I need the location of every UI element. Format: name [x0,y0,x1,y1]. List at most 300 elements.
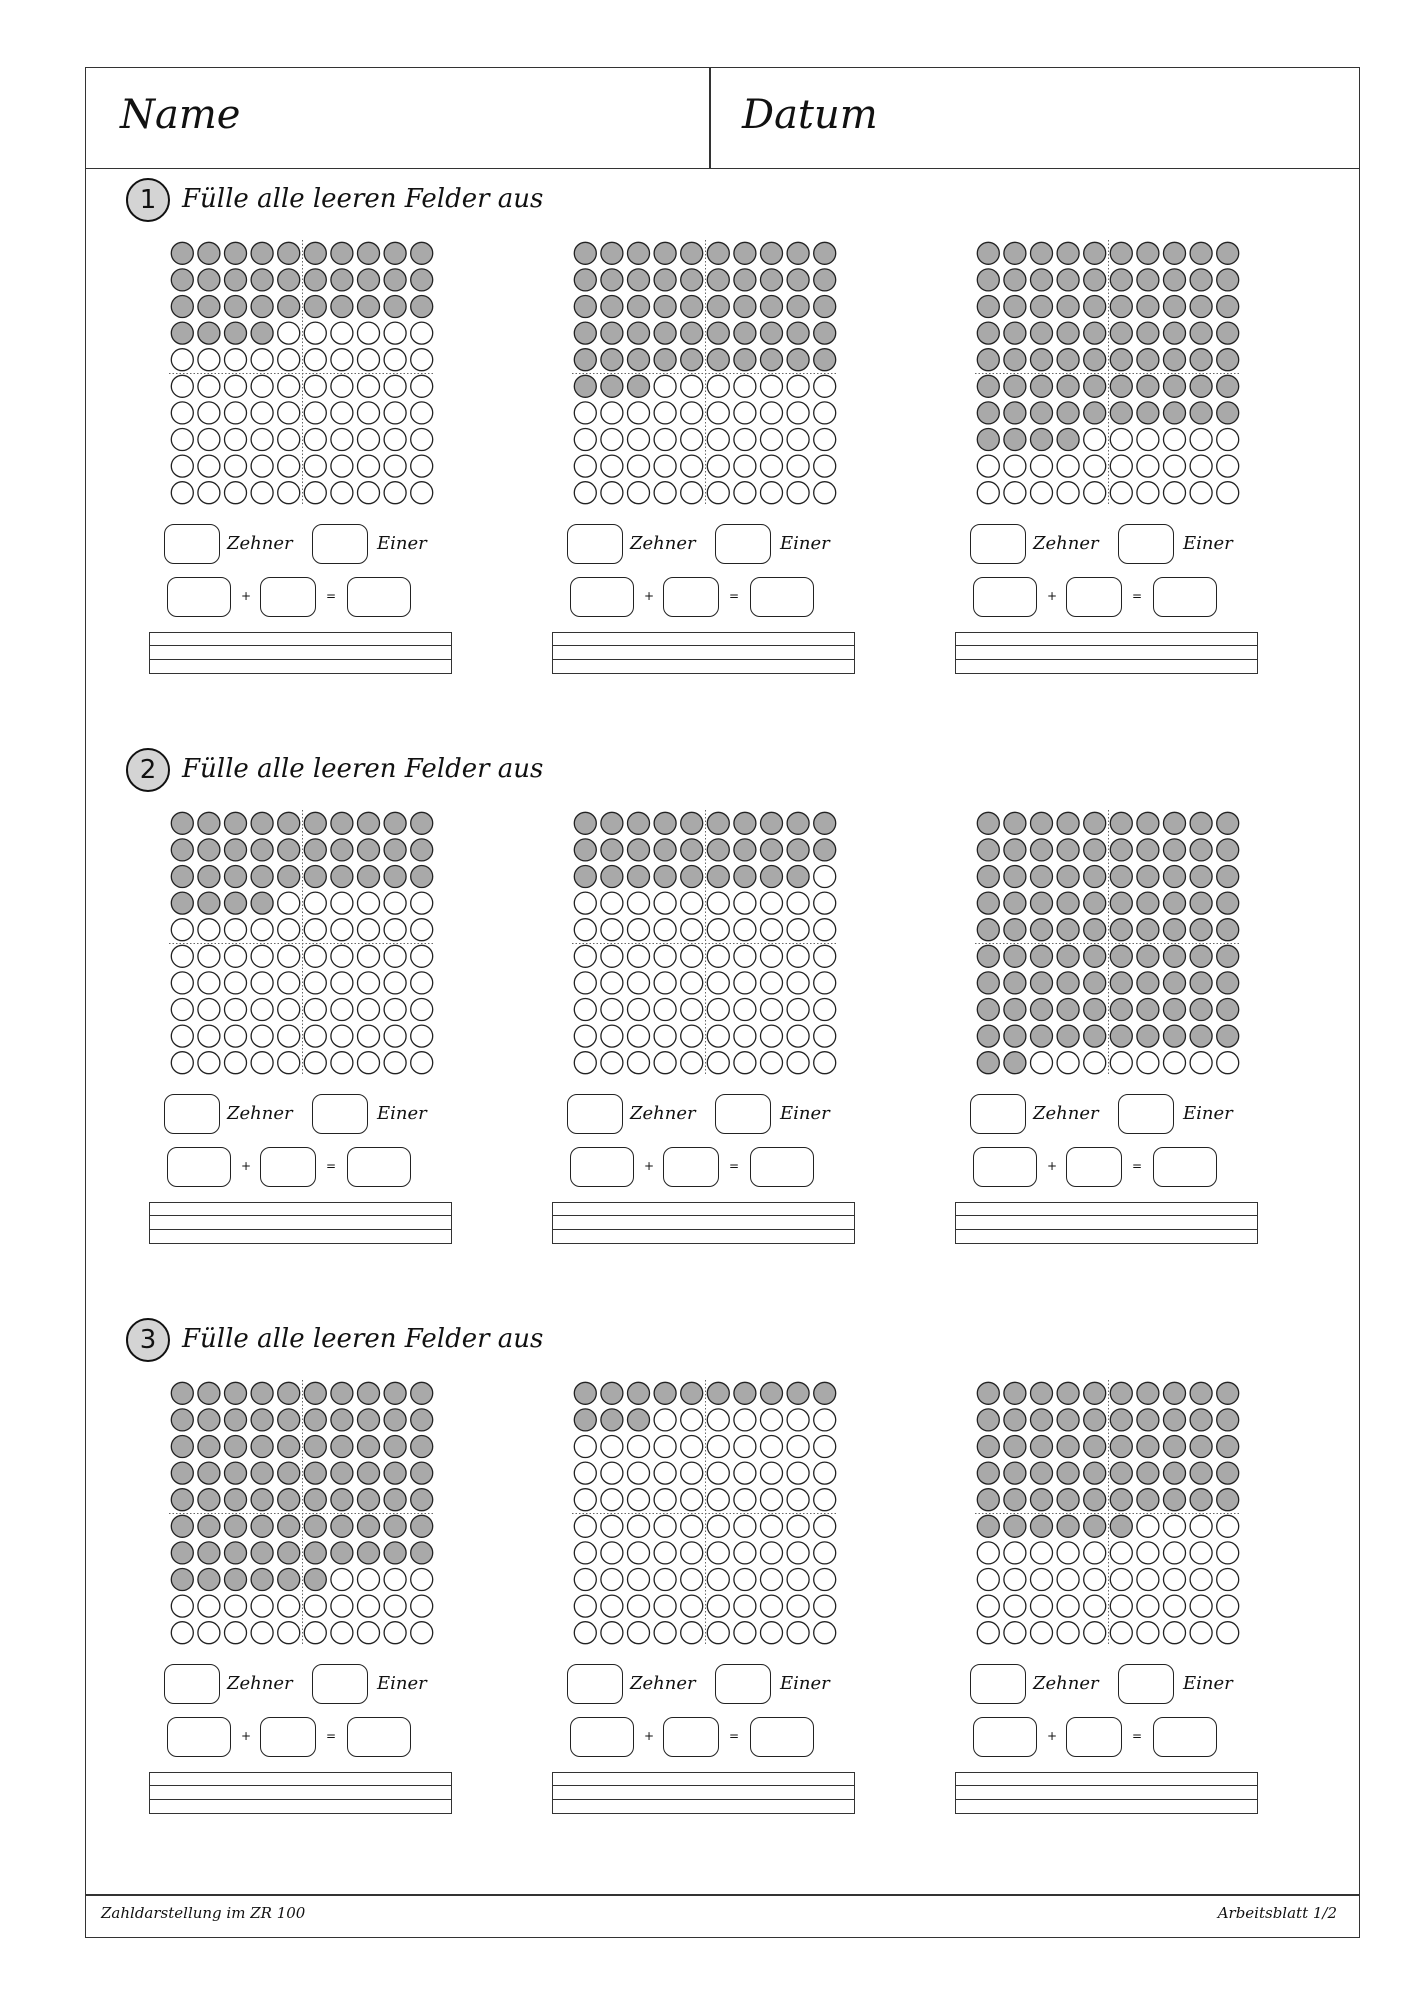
empty-dot [681,919,703,941]
filled-dot [977,1462,999,1484]
empty-dot [358,919,380,941]
empty-dot [384,402,406,424]
filled-dot [734,866,756,888]
empty-dot [1217,1595,1239,1617]
empty-dot [574,972,596,994]
writing-line [553,1215,854,1216]
filled-dot [1190,812,1212,834]
ones-value-box[interactable] [1066,1717,1122,1757]
filled-dot [681,269,703,291]
tens-label: Zehner [630,533,696,554]
writing-lines[interactable] [149,1202,452,1244]
filled-dot [171,1462,193,1484]
empty-dot [761,455,783,477]
empty-dot [681,375,703,397]
filled-dot [225,839,247,861]
empty-dot [198,919,220,941]
empty-dot [601,972,623,994]
empty-dot [761,1542,783,1564]
empty-dot [628,1436,650,1458]
plus-sign: + [644,1729,655,1743]
tens-label: Zehner [630,1103,696,1124]
filled-dot [574,296,596,318]
filled-dot [251,892,273,914]
tens-answer-box[interactable] [164,1094,220,1134]
filled-dot [734,296,756,318]
empty-dot [707,1025,729,1047]
filled-dot [1217,866,1239,888]
plus-sign: + [1047,1159,1058,1173]
filled-dot [225,296,247,318]
filled-dot [681,242,703,264]
filled-dot [384,1462,406,1484]
filled-dot [1004,322,1026,344]
empty-dot [814,1052,836,1074]
sum-box[interactable] [1153,1147,1217,1187]
empty-dot [681,1569,703,1591]
ones-answer-box[interactable] [1118,524,1174,564]
tens-answer-box[interactable] [567,1664,623,1704]
empty-dot [384,482,406,504]
empty-dot [1137,1515,1159,1537]
empty-dot [707,1462,729,1484]
sum-box[interactable] [750,577,814,617]
empty-dot [251,919,273,941]
filled-dot [977,839,999,861]
ones-value-box[interactable] [1066,1147,1122,1187]
footer-sheet-number: Arbeitsblatt 1/2 [1217,1904,1337,1922]
empty-dot [654,892,676,914]
empty-dot [1057,1052,1079,1074]
filled-dot [977,1409,999,1431]
empty-dot [331,945,353,967]
plus-sign: + [1047,589,1058,603]
ones-value-box[interactable] [663,577,719,617]
empty-dot [787,1595,809,1617]
empty-dot [384,455,406,477]
empty-dot [814,429,836,451]
tens-value-box[interactable] [570,577,634,617]
empty-dot [681,1052,703,1074]
tens-answer-box[interactable] [567,1094,623,1134]
filled-dot [1057,999,1079,1021]
filled-dot [278,1436,300,1458]
filled-dot [814,322,836,344]
empty-dot [654,402,676,424]
ones-answer-box[interactable] [312,1664,368,1704]
empty-dot [1031,455,1053,477]
empty-dot [787,919,809,941]
writing-lines[interactable] [552,1202,855,1244]
tens-answer-box[interactable] [970,1664,1026,1704]
hundred-dot-field [169,240,445,516]
filled-dot [681,349,703,371]
ones-answer-box[interactable] [1118,1094,1174,1134]
filled-dot [171,242,193,264]
empty-dot [1217,1542,1239,1564]
filled-dot [1217,322,1239,344]
empty-dot [384,1622,406,1644]
empty-dot [304,375,326,397]
writing-lines[interactable] [955,1772,1258,1814]
filled-dot [251,242,273,264]
empty-dot [225,1052,247,1074]
filled-dot [1031,242,1053,264]
empty-dot [1217,455,1239,477]
filled-dot [1110,839,1132,861]
filled-dot [1190,1382,1212,1404]
filled-dot [1190,1462,1212,1484]
filled-dot [1190,892,1212,914]
empty-dot [384,349,406,371]
filled-dot [977,269,999,291]
empty-dot [198,1025,220,1047]
empty-dot [251,429,273,451]
empty-dot [654,1052,676,1074]
empty-dot [814,1409,836,1431]
sum-box[interactable] [347,577,411,617]
ones-value-box[interactable] [663,1147,719,1187]
filled-dot [198,1462,220,1484]
empty-dot [278,972,300,994]
filled-dot [1084,375,1106,397]
empty-dot [681,1595,703,1617]
plus-sign: + [241,1729,252,1743]
filled-dot [304,839,326,861]
empty-dot [654,482,676,504]
empty-dot [814,1542,836,1564]
filled-dot [1057,296,1079,318]
filled-dot [628,242,650,264]
filled-dot [1057,919,1079,941]
ones-value-box[interactable] [260,1147,316,1187]
filled-dot [278,296,300,318]
empty-dot [1057,1622,1079,1644]
filled-dot [1084,402,1106,424]
filled-dot [171,1489,193,1511]
empty-dot [384,972,406,994]
empty-dot [628,1515,650,1537]
filled-dot [707,839,729,861]
filled-dot [1031,919,1053,941]
sum-box[interactable] [347,1147,411,1187]
filled-dot [1110,866,1132,888]
filled-dot [198,1382,220,1404]
tens-value-box[interactable] [570,1717,634,1757]
filled-dot [1190,839,1212,861]
ones-label: Einer [377,533,427,554]
filled-dot [761,1382,783,1404]
empty-dot [278,322,300,344]
filled-dot [171,1436,193,1458]
empty-dot [628,972,650,994]
filled-dot [977,296,999,318]
writing-lines[interactable] [149,632,452,674]
filled-dot [1004,892,1026,914]
ones-answer-box[interactable] [715,1664,771,1704]
empty-dot [1084,1622,1106,1644]
ones-value-box[interactable] [260,1717,316,1757]
ones-value-box[interactable] [663,1717,719,1757]
empty-dot [331,972,353,994]
tens-value-box[interactable] [973,577,1037,617]
empty-dot [1084,1569,1106,1591]
empty-dot [761,375,783,397]
ones-answer-box[interactable] [312,524,368,564]
filled-dot [681,839,703,861]
ones-value-box[interactable] [1066,577,1122,617]
tens-value-box[interactable] [973,1717,1037,1757]
filled-dot [1217,269,1239,291]
ones-answer-box[interactable] [715,524,771,564]
filled-dot [601,349,623,371]
plus-sign: + [644,589,655,603]
empty-dot [814,482,836,504]
filled-dot [1190,269,1212,291]
filled-dot [225,1382,247,1404]
empty-dot [304,482,326,504]
empty-dot [358,1595,380,1617]
filled-dot [358,1462,380,1484]
writing-lines[interactable] [552,632,855,674]
empty-dot [278,349,300,371]
empty-dot [278,1025,300,1047]
filled-dot [411,296,433,318]
filled-dot [225,1515,247,1537]
filled-dot [1004,1436,1026,1458]
tens-value-box[interactable] [973,1147,1037,1187]
empty-dot [411,999,433,1021]
filled-dot [1084,296,1106,318]
empty-dot [707,1052,729,1074]
tens-answer-box[interactable] [164,1664,220,1704]
filled-dot [384,812,406,834]
empty-dot [1190,1595,1212,1617]
filled-dot [1190,1409,1212,1431]
exercise-number: 2 [126,748,170,792]
sum-box[interactable] [750,1717,814,1757]
filled-dot [1004,242,1026,264]
empty-dot [707,972,729,994]
filled-dot [1110,1382,1132,1404]
filled-dot [1137,322,1159,344]
ones-value-box[interactable] [260,577,316,617]
filled-dot [1217,972,1239,994]
filled-dot [225,1436,247,1458]
empty-dot [1031,482,1053,504]
filled-dot [1031,972,1053,994]
empty-dot [787,429,809,451]
empty-dot [734,1409,756,1431]
empty-dot [1084,455,1106,477]
empty-dot [198,455,220,477]
empty-dot [304,349,326,371]
filled-dot [278,1542,300,1564]
filled-dot [1164,1462,1186,1484]
empty-dot [681,1462,703,1484]
empty-dot [304,322,326,344]
empty-dot [574,1569,596,1591]
empty-dot [171,455,193,477]
sum-box[interactable] [750,1147,814,1187]
empty-dot [225,1025,247,1047]
filled-dot [1084,1382,1106,1404]
writing-line [956,1229,1257,1230]
sum-box[interactable] [347,1717,411,1757]
empty-dot [251,1025,273,1047]
empty-dot [787,1052,809,1074]
filled-dot [225,1409,247,1431]
empty-dot [707,1489,729,1511]
empty-dot [601,892,623,914]
filled-dot [734,839,756,861]
ones-answer-box[interactable] [1118,1664,1174,1704]
filled-dot [358,242,380,264]
empty-dot [574,429,596,451]
tens-label: Zehner [1033,1103,1099,1124]
tens-answer-box[interactable] [567,524,623,564]
filled-dot [601,1409,623,1431]
filled-dot [761,269,783,291]
writing-lines[interactable] [955,632,1258,674]
empty-dot [171,375,193,397]
filled-dot [1137,375,1159,397]
ones-answer-box[interactable] [312,1094,368,1134]
empty-dot [304,892,326,914]
filled-dot [707,242,729,264]
writing-line [150,659,451,660]
empty-dot [707,999,729,1021]
empty-dot [787,1622,809,1644]
empty-dot [411,349,433,371]
ones-label: Einer [780,1673,830,1694]
filled-dot [574,1409,596,1431]
empty-dot [225,999,247,1021]
empty-dot [1137,1542,1159,1564]
filled-dot [601,812,623,834]
tens-answer-box[interactable] [970,524,1026,564]
filled-dot [1164,242,1186,264]
tens-value-box[interactable] [167,1147,231,1187]
empty-dot [411,402,433,424]
filled-dot [1110,296,1132,318]
filled-dot [1031,296,1053,318]
filled-dot [654,269,676,291]
empty-dot [787,1436,809,1458]
empty-dot [707,892,729,914]
empty-dot [251,455,273,477]
tens-value-box[interactable] [167,1717,231,1757]
empty-dot [278,402,300,424]
filled-dot [707,1382,729,1404]
filled-dot [977,375,999,397]
empty-dot [574,1052,596,1074]
filled-dot [225,1542,247,1564]
exercise-2 [86,739,1359,1299]
filled-dot [1217,892,1239,914]
empty-dot [761,429,783,451]
filled-dot [1110,269,1132,291]
empty-dot [574,482,596,504]
empty-dot [304,945,326,967]
empty-dot [654,1569,676,1591]
hundred-field-task [955,1380,1275,1820]
filled-dot [601,866,623,888]
empty-dot [761,919,783,941]
filled-dot [1137,866,1159,888]
tens-answer-box[interactable] [970,1094,1026,1134]
filled-dot [1164,349,1186,371]
filled-dot [1084,1025,1106,1047]
filled-dot [1110,812,1132,834]
hundred-field-task [552,810,872,1250]
filled-dot [787,812,809,834]
filled-dot [574,1382,596,1404]
empty-dot [304,1622,326,1644]
empty-dot [278,999,300,1021]
empty-dot [734,455,756,477]
empty-dot [814,945,836,967]
empty-dot [814,999,836,1021]
empty-dot [787,1515,809,1537]
filled-dot [1084,972,1106,994]
equals-sign: = [729,1159,740,1173]
empty-dot [734,945,756,967]
empty-dot [761,999,783,1021]
empty-dot [278,919,300,941]
filled-dot [977,322,999,344]
ones-answer-box[interactable] [715,1094,771,1134]
filled-dot [1137,999,1159,1021]
empty-dot [278,1052,300,1074]
filled-dot [574,242,596,264]
equals-sign: = [729,589,740,603]
filled-dot [601,269,623,291]
filled-dot [628,375,650,397]
filled-dot [1217,839,1239,861]
sum-box[interactable] [1153,577,1217,617]
filled-dot [225,322,247,344]
empty-dot [1031,1595,1053,1617]
filled-dot [681,866,703,888]
filled-dot [1164,1436,1186,1458]
empty-dot [358,945,380,967]
writing-lines[interactable] [552,1772,855,1814]
sum-box[interactable] [1153,1717,1217,1757]
tens-value-box[interactable] [167,577,231,617]
empty-dot [787,1542,809,1564]
filled-dot [1057,269,1079,291]
tens-value-box[interactable] [570,1147,634,1187]
filled-dot [1031,1515,1053,1537]
empty-dot [654,1595,676,1617]
empty-dot [225,1622,247,1644]
empty-dot [628,1622,650,1644]
empty-dot [331,1569,353,1591]
filled-dot [198,892,220,914]
empty-dot [761,1409,783,1431]
filled-dot [1217,402,1239,424]
writing-lines[interactable] [149,1772,452,1814]
empty-dot [761,972,783,994]
filled-dot [1004,429,1026,451]
filled-dot [601,375,623,397]
empty-dot [251,1595,273,1617]
writing-lines[interactable] [955,1202,1258,1244]
tens-answer-box[interactable] [164,524,220,564]
filled-dot [1137,919,1159,941]
filled-dot [1084,839,1106,861]
